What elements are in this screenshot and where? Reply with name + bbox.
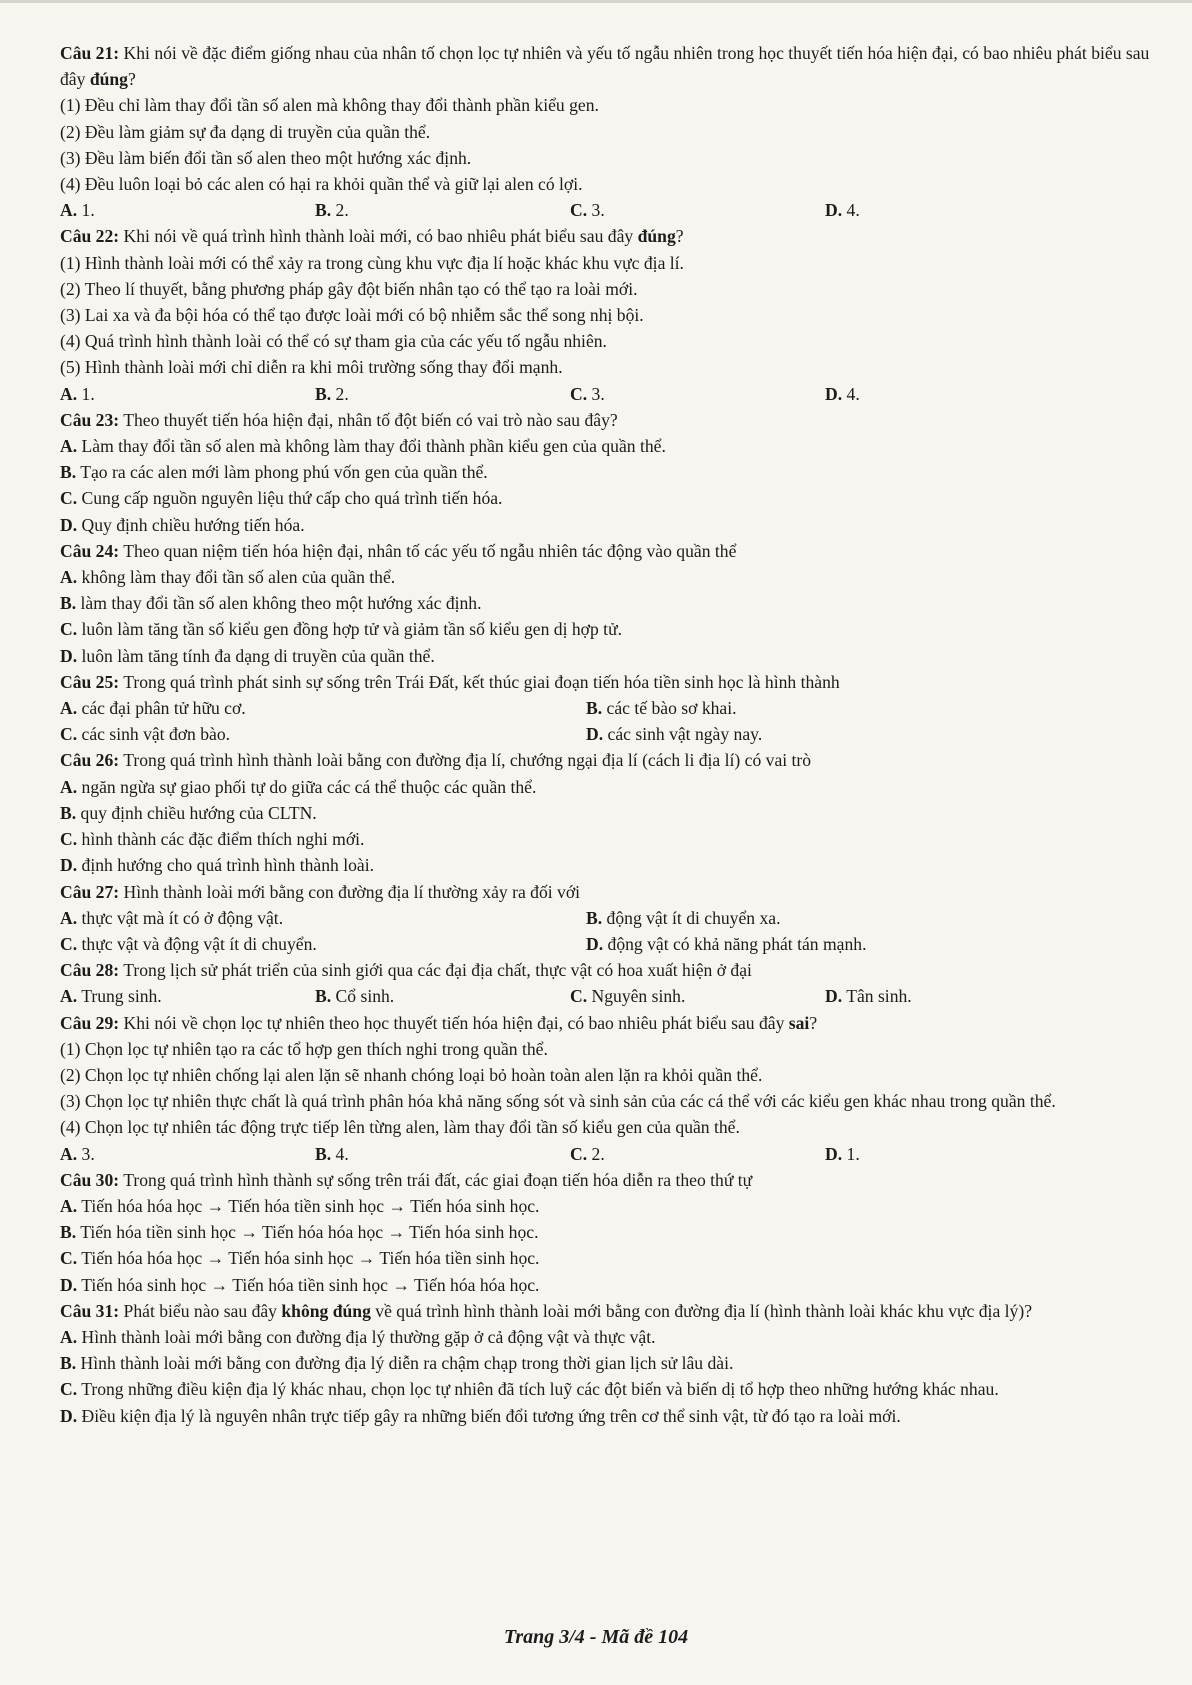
option-key: D.: [60, 1274, 78, 1295]
option-b[interactable]: [315, 381, 570, 407]
option-key: D.: [825, 1143, 843, 1164]
question-text: Phát biểu nào sau đây: [123, 1300, 282, 1321]
option-key: A.: [60, 907, 78, 928]
question-label: Câu 21:: [60, 43, 120, 63]
option-c[interactable]: [60, 721, 586, 747]
option-d[interactable]: [825, 983, 1080, 1009]
question-label: Câu 29:: [60, 1012, 120, 1033]
answer-options-row: [60, 931, 1152, 957]
option-text: Làm thay đổi tần số alen mà không làm thay đổi thành phần kiểu gen của quần thể.: [81, 436, 666, 457]
answer-options-row: [60, 905, 1152, 931]
statement: (3) Đều làm biến đổi tần số alen theo một hướng xác định.: [60, 147, 472, 168]
question-text: Khi nói về đặc điểm giống nhau của nhân tố chọn lọc tự nhiên và yếu tố ngẫu nhiên trong học thuyết tiến hóa hiện đại, có bao nhiêu phát biểu sau đây: [60, 43, 1150, 90]
option-key: C.: [570, 986, 588, 1007]
question-emphasis: đúng: [89, 69, 128, 90]
option-key: A.: [60, 436, 78, 457]
option-text: định hướng cho quá trình hình thành loài.: [81, 855, 374, 876]
option-key: A.: [60, 567, 78, 588]
statement: (4) Đều luôn loại bỏ các alen có hại ra khỏi quần thể và giữ lại alen có lợi.: [60, 174, 583, 195]
option-key: B.: [315, 986, 332, 1007]
option-key: C.: [570, 200, 588, 221]
option-b[interactable]: [586, 905, 1112, 931]
question-emphasis: không đúng: [281, 1300, 371, 1321]
option-key: A.: [60, 698, 78, 719]
option-b[interactable]: [315, 983, 570, 1009]
option-text: thực vật và động vật ít di chuyển.: [81, 933, 317, 954]
question-26: [60, 747, 1152, 878]
question-label: Câu 28:: [60, 960, 120, 981]
option-key: A.: [60, 1195, 78, 1216]
question-29: [60, 1010, 1152, 1167]
question-label: Câu 30:: [60, 1169, 120, 1190]
question-label: Câu 24:: [60, 540, 120, 561]
statement: (2) Theo lí thuyết, bằng phương pháp gây đột biến nhân tạo có thể tạo ra loài mới.: [60, 278, 638, 299]
option-b[interactable]: [60, 800, 1152, 826]
question-label: Câu 23:: [60, 409, 120, 430]
option-key: B.: [315, 383, 332, 404]
option-text: 4.: [335, 1143, 349, 1164]
option-text: động vật ít di chuyển xa.: [606, 907, 781, 928]
option-text: Tiến hóa hóa học → Tiến hóa tiền sinh học → Tiến hóa sinh học.: [81, 1195, 540, 1216]
option-text: 2.: [335, 200, 349, 221]
question-text: Trong quá trình phát sinh sự sống trên Trái Đất, kết thúc giai đoạn tiến hóa tiền sinh học là hình thành: [123, 671, 840, 692]
option-c[interactable]: [570, 381, 825, 407]
option-key: C.: [60, 1248, 78, 1269]
option-c[interactable]: [60, 485, 1152, 511]
statement: (5) Hình thành loài mới chỉ diễn ra khi môi trường sống thay đổi mạnh.: [60, 357, 563, 378]
option-text: 2.: [591, 1143, 605, 1164]
option-a[interactable]: [60, 1324, 1152, 1350]
option-text: 3.: [591, 383, 605, 404]
option-key: D.: [60, 645, 78, 666]
question-text: Trong lịch sử phát triển của sinh giới qua các đại địa chất, thực vật có hoa xuất hiện ở đại: [123, 960, 752, 981]
option-text: Tiến hóa sinh học → Tiến hóa tiền sinh học → Tiến hóa hóa học.: [81, 1274, 540, 1295]
answer-options: [60, 1141, 1152, 1167]
option-a[interactable]: [60, 381, 315, 407]
option-text: 1.: [81, 383, 95, 404]
question-text: Theo quan niệm tiến hóa hiện đại, nhân tố các yếu tố ngẫu nhiên tác động vào quần thể: [123, 540, 737, 561]
option-d[interactable]: [825, 381, 1080, 407]
option-d[interactable]: [60, 512, 1152, 538]
question-label: Câu 27:: [60, 881, 120, 902]
option-key: A.: [60, 200, 78, 221]
option-key: B.: [60, 593, 77, 614]
option-key: C.: [570, 1143, 588, 1164]
option-c[interactable]: [60, 616, 1152, 642]
statement: (3) Chọn lọc tự nhiên thực chất là quá trình phân hóa khả năng sống sót và sinh sản của các cá thể với các kiểu gen khác nhau trong quần thể.: [60, 1091, 1056, 1112]
statement: (1) Đều chỉ làm thay đổi tần số alen mà không thay đổi thành phần kiểu gen.: [60, 95, 599, 116]
option-text: 1.: [81, 200, 95, 221]
option-key: D.: [825, 986, 843, 1007]
option-c[interactable]: [60, 1376, 1152, 1402]
option-key: A.: [60, 1326, 78, 1347]
answer-options: [60, 983, 1152, 1009]
option-b[interactable]: [315, 197, 570, 223]
option-key: C.: [60, 933, 78, 954]
exam-page: [60, 40, 1152, 1429]
option-text: Cung cấp nguồn nguyên liệu thứ cấp cho quá trình tiến hóa.: [81, 488, 503, 509]
option-key: B.: [586, 698, 603, 719]
option-key: D.: [586, 933, 604, 954]
option-text: luôn làm tăng tần số kiểu gen đồng hợp tử và giảm tần số kiểu gen dị hợp tử.: [81, 619, 622, 640]
question-30: [60, 1167, 1152, 1298]
answer-options: [60, 197, 1152, 223]
option-text: quy định chiều hướng của CLTN.: [80, 802, 317, 823]
question-stem: [60, 1298, 1152, 1324]
option-text: Nguyên sinh.: [591, 986, 686, 1007]
question-stem: [60, 40, 1152, 92]
option-c[interactable]: [570, 197, 825, 223]
option-text: 4.: [846, 383, 860, 404]
option-text: 3.: [81, 1143, 95, 1164]
question-emphasis: đúng: [637, 226, 676, 247]
option-text: Hình thành loài mới bằng con đường địa lý thường gặp ở cả động vật và thực vật.: [81, 1326, 656, 1347]
option-a[interactable]: [60, 774, 1152, 800]
option-text: Trong những điều kiện địa lý khác nhau, chọn lọc tự nhiên đã tích luỹ các đột biến và biến dị tổ hợp theo những hướng khác nhau.: [81, 1379, 999, 1400]
option-d[interactable]: [825, 197, 1080, 223]
question-text: Khi nói về chọn lọc tự nhiên theo học thuyết tiến hóa hiện đại, có bao nhiêu phát biểu sau đây: [123, 1012, 789, 1033]
option-text: làm thay đổi tần số alen không theo một hướng xác định.: [80, 593, 482, 614]
option-text: các đại phân tử hữu cơ.: [81, 698, 246, 719]
option-key: B.: [60, 462, 77, 483]
question-stem: [60, 957, 1152, 983]
option-text: các sinh vật ngày nay.: [607, 724, 763, 745]
question-stem: [60, 879, 1152, 905]
option-key: D.: [60, 514, 78, 535]
statement: (3) Lai xa và đa bội hóa có thể tạo được loài mới có bộ nhiễm sắc thể song nhị bội.: [60, 305, 644, 326]
option-text: Điều kiện địa lý là nguyên nhân trực tiếp gây ra những biến đổi tương ứng trên cơ thể sinh vật, từ đó tạo ra loài mới.: [81, 1405, 901, 1426]
question-27: [60, 879, 1152, 958]
statement: (4) Quá trình hình thành loài có thể có sự tham gia của các yếu tố ngẫu nhiên.: [60, 331, 607, 352]
option-a[interactable]: [60, 433, 1152, 459]
option-text: không làm thay đổi tần số alen của quần thể.: [81, 567, 396, 588]
option-b[interactable]: [60, 590, 1152, 616]
question-tail: về quá trình hình thành loài mới bằng con đường địa lí (hình thành loài khác khu vực địa lý)?: [370, 1300, 1033, 1321]
question-label: Câu 22:: [60, 226, 120, 247]
option-b[interactable]: [60, 1350, 1152, 1376]
statement: (2) Chọn lọc tự nhiên chống lại alen lặn sẽ nhanh chóng loại bỏ hoàn toàn alen lặn ra khỏi quần thể.: [60, 1064, 763, 1085]
option-d[interactable]: [586, 931, 1112, 957]
option-text: Trung sinh.: [81, 986, 162, 1007]
option-key: D.: [586, 724, 604, 745]
question-label: Câu 25:: [60, 671, 120, 692]
question-text: Khi nói về quá trình hình thành loài mới, có bao nhiêu phát biểu sau đây: [123, 226, 638, 247]
statement: (2) Đều làm giảm sự đa dạng di truyền của quần thể.: [60, 121, 431, 142]
option-key: D.: [60, 1405, 78, 1426]
option-text: động vật có khả năng phát tán mạnh.: [607, 933, 867, 954]
option-b[interactable]: [60, 1219, 1152, 1245]
option-key: D.: [825, 383, 843, 404]
question-tail: ?: [675, 226, 684, 247]
question-stem: [60, 407, 1152, 433]
option-key: C.: [60, 619, 78, 640]
question-stem: [60, 223, 1152, 249]
option-key: A.: [60, 383, 78, 404]
option-b[interactable]: [586, 695, 1112, 721]
option-text: Cổ sinh.: [335, 986, 395, 1007]
question-text: Hình thành loài mới bằng con đường địa lí thường xảy ra đối với: [123, 881, 581, 902]
option-key: B.: [315, 1143, 332, 1164]
option-c[interactable]: [60, 931, 586, 957]
option-a[interactable]: [60, 905, 586, 931]
option-a[interactable]: [60, 1141, 315, 1167]
option-text: thực vật mà ít có ở động vật.: [81, 907, 284, 928]
question-25: [60, 669, 1152, 748]
option-c[interactable]: [570, 983, 825, 1009]
option-key: D.: [825, 200, 843, 221]
option-key: B.: [60, 1353, 77, 1374]
question-label: Câu 26:: [60, 750, 120, 771]
option-c[interactable]: [570, 1141, 825, 1167]
statement: (4) Chọn lọc tự nhiên tác động trực tiếp lên từng alen, làm thay đổi tần số kiểu gen của quần thể.: [60, 1117, 740, 1138]
question-stem: [60, 669, 1152, 695]
option-d[interactable]: [586, 721, 1112, 747]
option-key: C.: [60, 829, 78, 850]
option-key: C.: [60, 488, 78, 509]
question-23: [60, 407, 1152, 538]
option-a[interactable]: [60, 1193, 1152, 1219]
option-text: Tân sinh.: [846, 986, 912, 1007]
option-key: B.: [60, 802, 77, 823]
option-a[interactable]: [60, 197, 315, 223]
option-a[interactable]: [60, 983, 315, 1009]
option-c[interactable]: [60, 826, 1152, 852]
question-31: [60, 1298, 1152, 1429]
option-d[interactable]: [825, 1141, 1080, 1167]
option-a[interactable]: [60, 695, 586, 721]
option-key: A.: [60, 986, 78, 1007]
option-key: B.: [586, 907, 603, 928]
option-key: A.: [60, 776, 78, 797]
option-text: ngăn ngừa sự giao phối tự do giữa các cá thể thuộc các quần thể.: [81, 776, 537, 797]
option-d[interactable]: [60, 1403, 1152, 1429]
question-text: Trong quá trình hình thành loài bằng con đường địa lí, chướng ngại địa lí (cách li địa lí) có vai trò: [123, 750, 812, 771]
option-text: 1.: [846, 1143, 860, 1164]
option-a[interactable]: [60, 564, 1152, 590]
statement: (1) Hình thành loài mới có thể xảy ra trong cùng khu vực địa lí hoặc khác khu vực địa lí.: [60, 252, 684, 273]
question-21: [60, 40, 1152, 223]
option-text: Tiến hóa tiền sinh học → Tiến hóa hóa học → Tiến hóa sinh học.: [80, 1222, 539, 1243]
option-d[interactable]: [60, 852, 1152, 878]
option-text: Hình thành loài mới bằng con đường địa lý diễn ra chậm chạp trong thời gian lịch sử lâu dài.: [80, 1353, 734, 1374]
option-d[interactable]: [60, 1272, 1152, 1298]
answer-options-row: [60, 695, 1152, 721]
page-footer: Trang 3/4 - Mã đề 104: [503, 1626, 689, 1648]
answer-options-row: [60, 721, 1152, 747]
question-24: [60, 538, 1152, 669]
question-tail: ?: [809, 1012, 818, 1033]
statement: (1) Chọn lọc tự nhiên tạo ra các tổ hợp gen thích nghi trong quần thể.: [60, 1038, 548, 1059]
option-key: C.: [60, 1379, 78, 1400]
option-key: C.: [570, 383, 588, 404]
option-key: D.: [60, 855, 78, 876]
option-key: B.: [315, 200, 332, 221]
question-28: [60, 957, 1152, 1009]
question-stem: [60, 538, 1152, 564]
scan-edge: [0, 0, 1192, 3]
option-text: Tiến hóa hóa học → Tiến hóa sinh học → Tiến hóa tiền sinh học.: [81, 1248, 540, 1269]
option-c[interactable]: [60, 1245, 1152, 1271]
question-stem: [60, 1010, 1152, 1036]
option-b[interactable]: [60, 459, 1152, 485]
option-key: A.: [60, 1143, 78, 1164]
option-text: Tạo ra các alen mới làm phong phú vốn gen của quần thể.: [80, 462, 488, 483]
question-text: Theo thuyết tiến hóa hiện đại, nhân tố đột biến có vai trò nào sau đây?: [123, 409, 618, 430]
option-key: C.: [60, 724, 78, 745]
option-b[interactable]: [315, 1141, 570, 1167]
option-text: luôn làm tăng tính đa dạng di truyền của quần thể.: [81, 645, 435, 666]
question-emphasis: sai: [788, 1012, 810, 1033]
question-text: Trong quá trình hình thành sự sống trên trái đất, các giai đoạn tiến hóa diễn ra theo thứ tự: [123, 1169, 753, 1190]
question-stem: [60, 747, 1152, 773]
option-text: 2.: [335, 383, 349, 404]
option-key: B.: [60, 1222, 77, 1243]
answer-options: [60, 381, 1152, 407]
question-label: Câu 31:: [60, 1300, 120, 1321]
option-text: hình thành các đặc điểm thích nghi mới.: [81, 829, 365, 850]
option-text: các tế bào sơ khai.: [606, 698, 737, 719]
question-tail: ?: [127, 69, 136, 90]
option-d[interactable]: [60, 643, 1152, 669]
option-text: Quy định chiều hướng tiến hóa.: [81, 514, 305, 535]
option-text: các sinh vật đơn bào.: [81, 724, 231, 745]
option-text: 4.: [846, 200, 860, 221]
question-22: [60, 223, 1152, 406]
option-text: 3.: [591, 200, 605, 221]
question-stem: [60, 1167, 1152, 1193]
